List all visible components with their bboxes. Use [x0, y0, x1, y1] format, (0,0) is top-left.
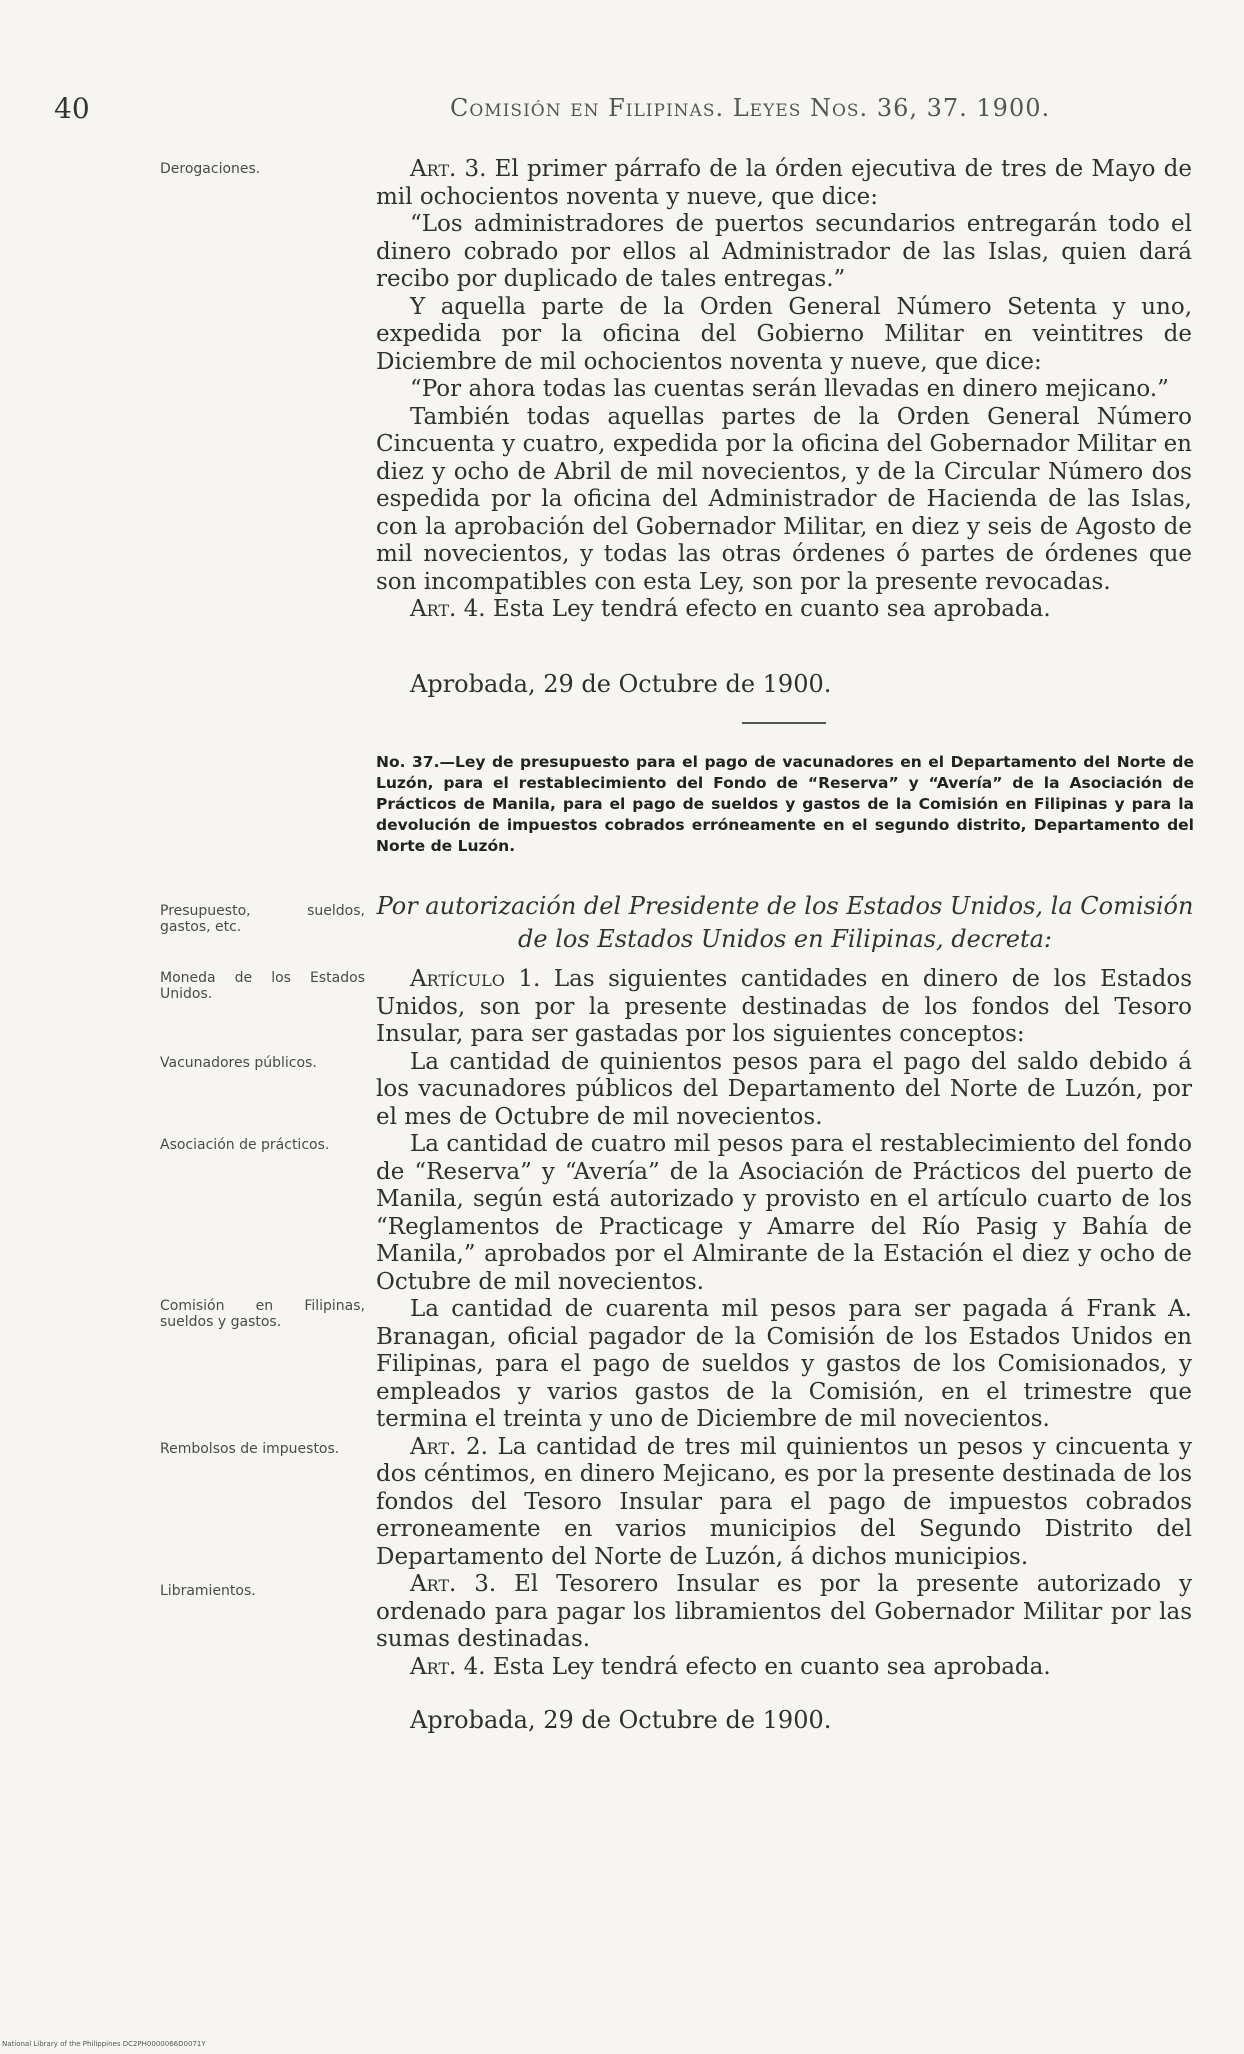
law37-art1 [376, 966, 1192, 1049]
law37-item3: La cantidad de cuarenta mil pesos para ser pagada á Frank A. Branagan, oficial pagador de la Comisión de los Estados Unidos en Filipinas, para el pago de sueldos y gastos de los Comisionados, y empleados y varios gastos de la Comisión, en el trimestre que termina el treinta y uno de Diciembre de mil novecientos. [376, 1296, 1192, 1432]
margin-note-libramientos: Libramientos. [160, 1583, 256, 1599]
enact-line-2: de los Estados Unidos en Filipinas, decreta: [518, 925, 1052, 953]
law36-art3 [376, 156, 1192, 211]
footer-credit: National Library of the Philippines DC2PH0000066D0071Y [2, 2040, 206, 2048]
law36-approved: Aprobada, 29 de Octubre de 1900. [410, 670, 832, 698]
law37-art1-label: Artículo 1. [410, 966, 541, 992]
law37-art2 [376, 1434, 1192, 1572]
law37-approved: Aprobada, 29 de Octubre de 1900. [410, 1706, 832, 1734]
law37-art3-text: El Tesorero Insular es por la presente autorizado y ordenado para pagar los libramientos del Gobernador Militar por las sumas destinadas. [376, 1571, 1193, 1652]
law37-body [376, 966, 1192, 1681]
law37-art4-label: Art. 4. [410, 1653, 486, 1680]
law37-art4-text: Esta Ley tendrá efecto en cuanto sea aprobada. [492, 1653, 1051, 1680]
enact-line-1: Por autorización del Presidente de los Estados Unidos, la Comisión [376, 892, 1194, 920]
margin-note-moneda: Moneda de los Estados Unidos. [160, 970, 365, 1002]
law36-body [376, 156, 1192, 624]
law37-art2-label: Art. 2. [410, 1433, 488, 1460]
law36-para3: También todas aquellas partes de la Orden General Número Cincuenta y cuatro, expedida por la oficina del Gobernador Militar en diez y ocho de Abril de mil novecientos, y de la Circular Número dos espedida por la oficina del Administrador de Hacienda de las Islas, con la aprobación del Gobernador Militar, en diez y seis de Agosto de mil novecientos, y todas las otras órdenes ó partes de órdenes que son incompatibles con esta Ley, son por la presente revocadas. [376, 403, 1192, 595]
law37-art2-text: La cantidad de tres mil quinientos un pesos y cincuenta y dos céntimos, en dinero Mejicano, es por la presente destinada de los fondos del Tesoro Insular para el pago de impuestos cobrados erroneamente en varios municipios del Segundo Distrito del Departamento del Norte de Luzón, á dichos municipios. [376, 1433, 1192, 1570]
law36-quote2: “Por ahora todas las cuentas serán llevadas en dinero mejicano.” [410, 376, 1169, 402]
law37-enacting-clause [376, 890, 1194, 956]
law36-art4-text: Esta Ley tendrá efecto en cuanto sea aprobada. [492, 596, 1051, 622]
law37-item1: La cantidad de quinientos pesos para el pago del saldo debido á los vacunadores públicos del Departamento del Norte de Luzón, por el mes de Octubre de mil novecientos. [376, 1048, 1192, 1130]
margin-note-rembolsos: Rembolsos de impuestos. [160, 1441, 340, 1457]
law36-para2: Y aquella parte de la Orden General Número Setenta y uno, expedida por la oficina del Gobierno Militar en veintitres de Diciembre de mil ochocientos noventa y nueve, que dice: [376, 293, 1192, 375]
law36-art3-text: El primer párrafo de la órden ejecutiva de tres de Mayo de mil ochocientos noventa y nueve, que dice: [376, 156, 1193, 210]
law37-item2: La cantidad de cuatro mil pesos para el restablecimiento del fondo de “Reserva” y “Avería” de la Asociación de Prácticos del puerto de Manila, según está autorizado y provisto en el artículo cuarto de los “Reglamentos de Practicage y Amarre del Río Pasig y Bahía de Manila,” aprobados por el Almirante de la Estación el diez y ocho de Octubre de mil novecientos. [376, 1131, 1192, 1295]
law37-art3-label: Art. 3. [410, 1571, 497, 1597]
margin-note-derogaciones: Derogaciones. [160, 161, 261, 177]
section-divider [742, 722, 826, 724]
running-head: Comisión en Filipinas. Leyes Nos. 36, 37. 1900. [450, 94, 1051, 122]
margin-note-vacunadores: Vacunadores públicos. [160, 1055, 317, 1071]
law36-quote1: “Los administradores de puertos secundarios entregarán todo el dinero cobrado por ellos al Administrador de las Islas, quien dará recibo por duplicado de tales entregas.” [376, 211, 1192, 292]
margin-note-presupuesto: Presupuesto, sueldos, gastos, etc. [160, 903, 365, 935]
law37-art4 [376, 1654, 1192, 1682]
margin-note-comision: Comisión en Filipinas, sueldos y gastos. [160, 1298, 365, 1330]
law36-art4 [376, 596, 1192, 624]
margin-note-asociacion: Asociación de prácticos. [160, 1137, 330, 1153]
law37-art1-text: Las siguientes cantidades en dinero de los Estados Unidos, son por la presente destinadas de los fondos del Tesoro Insular, para ser gastadas por los siguientes conceptos: [376, 966, 1193, 1047]
law37-art3 [376, 1571, 1192, 1654]
law37-header: No. 37.—Ley de presupuesto para el pago de vacunadores en el Departamento del Norte de Luzón, para el restablecimiento del Fondo de “Reserva” y “Avería” de la Asociación de Prácticos de Manila, para el pago de sueldos y gastos de la Comisión en Filipinas y para la devolución de impuestos cobrados erróneamente en el segundo distrito, Departamento del Norte de Luzón. [376, 753, 1194, 855]
page-number: 40 [54, 92, 90, 125]
law36-art3-label: Art. 3. [410, 156, 487, 182]
law36-art4-label: Art. 4. [410, 596, 486, 622]
